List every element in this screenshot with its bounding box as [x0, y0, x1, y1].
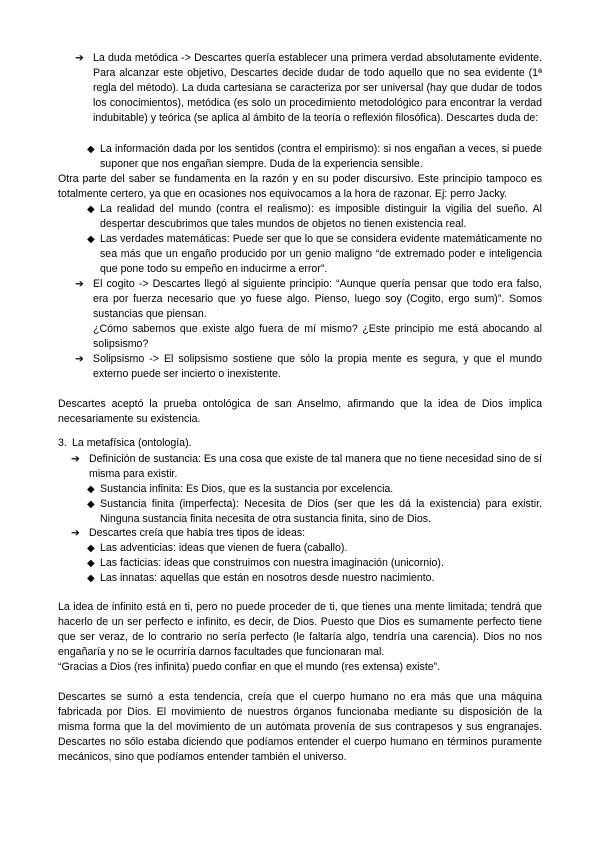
- diamond-bullet-icon: ◆: [87, 144, 95, 155]
- section-number: 3.: [58, 437, 67, 449]
- maquina-paragraph: [58, 690, 542, 765]
- arrow-icon: ➔: [71, 453, 80, 465]
- bullet-solipsismo: [75, 352, 542, 382]
- bullet-verdades-matematicas: [87, 232, 542, 277]
- duda-metodica-text: La duda metódica -> Descartes quería establecer una primera verdad absolutamente evidente. Para alcanzar este objetivo, Descartes decide dudar de todo aquello que no sea evidente (1ª regla del método). La duda cartesiana se caracteriza por ser universal (hay que dudar de todos los conocimientos), metódica (es solo un procedimiento metodológico para encontrar la verdad indubitable) y teórica (se aplica al ámbito de la teoría o reflexión filosófica). Descartes duda de:: [93, 52, 542, 124]
- adventicias-text: Las adventicias: ideas que vienen de fuera (caballo).: [100, 542, 348, 554]
- verdades-matematicas-text: Las verdades matemáticas: Puede ser que lo que se considera evidente matemáticamente no sea más que un engaño producido por un genio maligno “de extremado poder e inteligencia que pone todo su empeño en inducirme a error”.: [100, 233, 542, 275]
- cogito-text: El cogito -> Descartes llegó al siguiente principio: “Aunque quería pensar que todo era falso, era por fuerza necesario que yo fuese algo. Pienso, luego soy (Cogito, ergo sum)”. Somos sustancias que piensan.: [93, 278, 542, 320]
- innatas-text: Las innatas: aquellas que están en nosotros desde nuestro nacimiento.: [100, 572, 435, 584]
- infinito-quote: “Gracias a Dios (res infinita) puedo confiar en que el mundo (res extensa) existe”.: [58, 661, 441, 673]
- bullet-definicion-sustancia: [71, 452, 542, 482]
- bullet-informacion-sentidos: [87, 142, 542, 172]
- section-3-heading: [58, 436, 542, 451]
- realidad-mundo-text: La realidad del mundo (contra el realismo): es imposible distinguir la vigilia del sueño. Al despertar descubrimos que tales mundos de objetos no tienen existencia real.: [100, 203, 542, 230]
- anselmo-paragraph: [58, 397, 542, 427]
- diamond-bullet-icon: ◆: [87, 234, 95, 245]
- bullet-sustancia-finita: [87, 497, 542, 527]
- informacion-sentidos-text: La información dada por los sentidos (contra el empirismo): si nos engañan a veces, si puede suponer que nos engañan siempre. Duda de la experiencia sensible.: [100, 143, 542, 170]
- arrow-icon: ➔: [75, 278, 84, 290]
- bullet-duda-metodica: [75, 51, 542, 126]
- diamond-bullet-icon: ◆: [87, 543, 95, 554]
- diamond-bullet-icon: ◆: [87, 573, 95, 584]
- sustancia-infinita-text: Sustancia infinita: Es Dios, que es la sustancia por excelencia.: [100, 483, 394, 495]
- bullet-tipos-ideas: [71, 526, 542, 541]
- bullet-adventicias: [87, 541, 542, 556]
- bullet-facticias: [87, 556, 542, 571]
- bullet-cogito: [75, 277, 542, 352]
- diamond-bullet-icon: ◆: [87, 204, 95, 215]
- razon-text: Otra parte del saber se fundamenta en la razón y en su poder discursivo. Este principio tampoco es totalmente certero, ya que en ocasiones nos equivocamos a la hora de razonar. Ej: perro Jacky.: [58, 173, 542, 200]
- arrow-icon: ➔: [75, 52, 84, 64]
- section-title: La metafísica (ontología).: [72, 437, 192, 449]
- bullet-realidad-mundo: [87, 202, 542, 232]
- facticias-text: Las facticias: ideas que construimos con nuestra imaginación (unicornio).: [100, 557, 444, 569]
- solipsismo-text: Solipsismo -> El solipsismo sostiene que sólo la propia mente es segura, y que el mundo externo puede ser incierto o inexistente.: [93, 353, 542, 380]
- arrow-icon: ➔: [75, 353, 84, 365]
- diamond-bullet-icon: ◆: [87, 558, 95, 569]
- razon-paragraph: [58, 172, 542, 202]
- bullet-sustancia-infinita: [87, 482, 542, 497]
- bullet-innatas: [87, 571, 542, 586]
- tipos-ideas-text: Descartes creía que había tres tipos de ideas:: [89, 527, 306, 539]
- sustancia-finita-text: Sustancia finita (imperfecta): Necesita de Dios (ser que les dá la existencia) para existir. Ninguna sustancia finita necesita de otra sustancia finita, sino de Dios.: [100, 498, 542, 525]
- diamond-bullet-icon: ◆: [87, 484, 95, 495]
- maquina-text: Descartes se sumó a esta tendencia, creía que el cuerpo humano no era más que una máquina fabricada por Dios. El movimiento de nuestros órganos funcionaba mediante su disposición de la misma forma que la del movimiento de un autómata provenía de sus contrapesos y sus engranajes. Descartes no sólo estaba diciendo que podíamos entender el cuerpo humano en términos puramente mecánicos, sino que podíamos entender también el universo.: [58, 691, 542, 763]
- anselmo-text: Descartes aceptó la prueba ontológica de san Anselmo, afirmando que la idea de Dios implica necesariamente su existencia.: [58, 398, 542, 425]
- definicion-text: Definición de sustancia: Es una cosa que existe de tal manera que no tiene necesidad sino de sí misma para existir.: [89, 453, 542, 480]
- cogito-question: ¿Cómo sabemos que existe algo fuera de mí mismo? ¿Este principio me está abocando al solipsismo?: [93, 323, 542, 350]
- infinito-paragraph: [58, 600, 542, 675]
- diamond-bullet-icon: ◆: [87, 499, 95, 510]
- arrow-icon: ➔: [71, 527, 80, 539]
- infinito-text: La idea de infinito está en ti, pero no puede proceder de ti, que tienes una mente limitada; tendrá que hacerlo de un ser perfecto e infinito, es decir, de Dios. Puesto que Dios es sumamente perfecto tiene que ser veraz, de lo contrario no sería perfecto (le faltaría algo, tendría una carencia). Dios no nos engañaría y no se le ocurriría darnos facultades que funcionaran mal.: [58, 601, 542, 658]
